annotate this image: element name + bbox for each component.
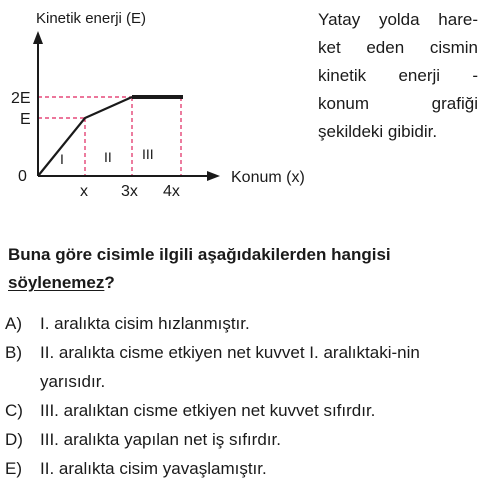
x-tick-3x: 3x xyxy=(121,183,138,200)
x-axis-arrow-icon xyxy=(207,171,220,181)
question-stem xyxy=(8,241,482,297)
option-a[interactable] xyxy=(5,309,485,338)
description-line: kinetik enerji - xyxy=(318,66,478,85)
question-keyword: söylenemez xyxy=(8,273,105,292)
option-text: III. aralıktan cisme etkiyen net kuvvet sıfırdır. xyxy=(40,401,376,420)
x-axis-label: Konum (x) xyxy=(231,169,305,186)
data-line xyxy=(38,97,132,176)
option-c[interactable] xyxy=(5,396,485,425)
region-label-1: I xyxy=(60,151,64,167)
region-label-3: III xyxy=(142,146,154,162)
option-text: II. aralıkta cisme etkiyen net kuvvet I. aralıktaki-nin yarısıdır. xyxy=(40,343,420,391)
option-letter: E) xyxy=(5,459,22,478)
option-letter: A) xyxy=(5,314,22,333)
option-d[interactable] xyxy=(5,425,485,454)
option-letter: C) xyxy=(5,401,23,420)
kinetic-energy-graph xyxy=(0,0,318,205)
option-letter: D) xyxy=(5,430,23,449)
problem-description xyxy=(318,6,478,146)
question-mark: ? xyxy=(104,273,115,292)
y-axis-label: Kinetik enerji (E) xyxy=(36,10,147,27)
option-text: III. aralıkta yapılan net iş sıfırdır. xyxy=(40,430,281,449)
option-letter: B) xyxy=(5,343,22,362)
description-line: Yatay yolda hare- xyxy=(318,10,478,29)
option-text: II. aralıkta cisim yavaşlamıştır. xyxy=(40,459,267,478)
region-label-2: II xyxy=(104,149,112,165)
y-axis-arrow-icon xyxy=(33,31,43,44)
description-line: şekildeki gibidir. xyxy=(318,122,438,141)
option-b[interactable] xyxy=(5,338,485,396)
y-tick-e: E xyxy=(20,111,31,128)
answer-options xyxy=(5,309,485,483)
description-line: konum grafiği xyxy=(318,94,478,113)
option-e[interactable] xyxy=(5,454,485,483)
origin-label: 0 xyxy=(18,168,27,185)
x-tick-4x: 4x xyxy=(163,183,180,200)
option-text: I. aralıkta cisim hızlanmıştır. xyxy=(40,314,250,333)
y-tick-2e: 2E xyxy=(11,90,31,107)
x-tick-x: x xyxy=(80,183,88,200)
description-line: ket eden cismin xyxy=(318,38,478,57)
question-text: Buna göre cisimle ilgili aşağıdakilerden hangisi xyxy=(8,245,391,264)
